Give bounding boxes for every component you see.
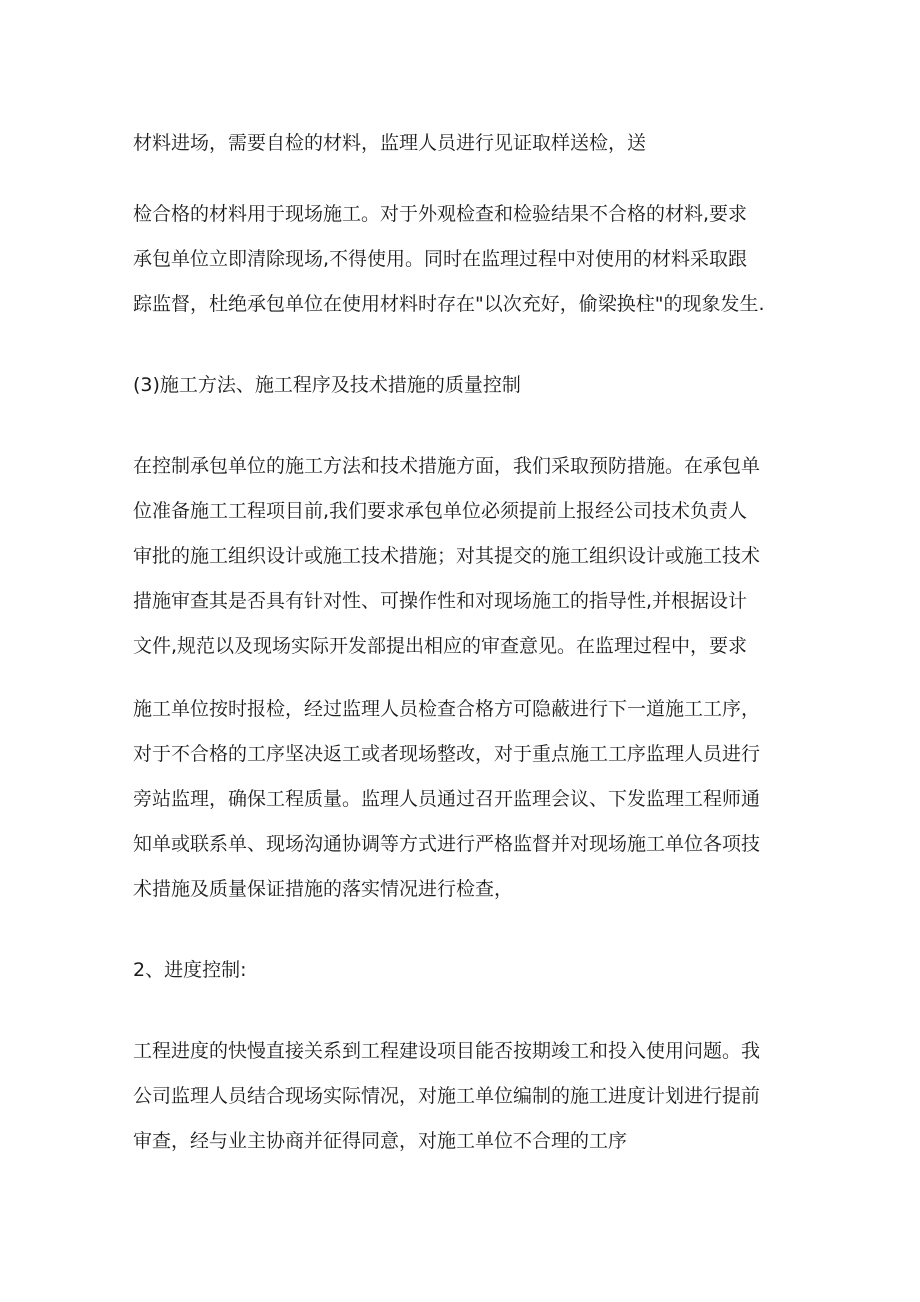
paragraph-3-line-10: 术措施及质量保证措施的落实情况进行检查， <box>133 878 514 900</box>
paragraph-3-line-6: 施工单位按时报检，经过监理人员检查合格方可隐蔽进行下一道施工工序， <box>133 698 761 720</box>
paragraph-3-line-9: 知单或联系单、现场沟通协调等方式进行严格监督并对现场施工单位各项技 <box>133 833 761 855</box>
paragraph-3-line-3: 审批的施工组织设计或施工技术措施；对其提交的施工组织设计或施工技术 <box>133 545 761 567</box>
section-heading-2: 2、进度控制: <box>133 959 247 981</box>
paragraph-4-line-2: 公司监理人员结合现场实际情况，对施工单位编制的施工进度计划进行提前 <box>133 1085 761 1107</box>
paragraph-2-line-3: 踪监督，杜绝承包单位在使用材料时存在"以次充好，偷梁换柱"的现象发生. <box>133 293 765 315</box>
paragraph-2-line-1: 检合格的材料用于现场施工。对于外观检查和检验结果不合格的材料,要求 <box>133 203 748 225</box>
section-heading-3: (3)施工方法、施工程序及技术措施的质量控制 <box>133 374 521 396</box>
paragraph-1-line-1: 材料进场，需要自检的材料，监理人员进行见证取样送检，送 <box>133 132 647 154</box>
paragraph-3-line-4: 措施审查其是否具有针对性、可操作性和对现场施工的指导性,并根据设计 <box>133 590 748 612</box>
paragraph-3-line-8: 旁站监理，确保工程质量。监理人员通过召开监理会议、下发监理工程师通 <box>133 788 761 810</box>
paragraph-4-line-3: 审查，经与业主协商并征得同意，对施工单位不合理的工序 <box>133 1130 628 1152</box>
paragraph-3-line-5: 文件,规范以及现场实际开发部提出相应的审查意见。在监理过程中，要求 <box>133 635 748 657</box>
paragraph-4-line-1: 工程进度的快慢直接关系到工程建设项目能否按期竣工和投入使用问题。我 <box>133 1040 761 1062</box>
paragraph-2-line-2: 承包单位立即清除现场,不得使用。同时在监理过程中对使用的材料采取跟 <box>133 248 748 270</box>
paragraph-3-line-2: 位准备施工工程项目前,我们要求承包单位必须提前上报经公司技术负责人 <box>133 500 748 522</box>
paragraph-3-line-7: 对于不合格的工序坚决返工或者现场整改，对于重点施工工序监理人员进行 <box>133 743 761 765</box>
paragraph-3-line-1: 在控制承包单位的施工方法和技术措施方面，我们采取预防措施。在承包单 <box>133 455 761 477</box>
